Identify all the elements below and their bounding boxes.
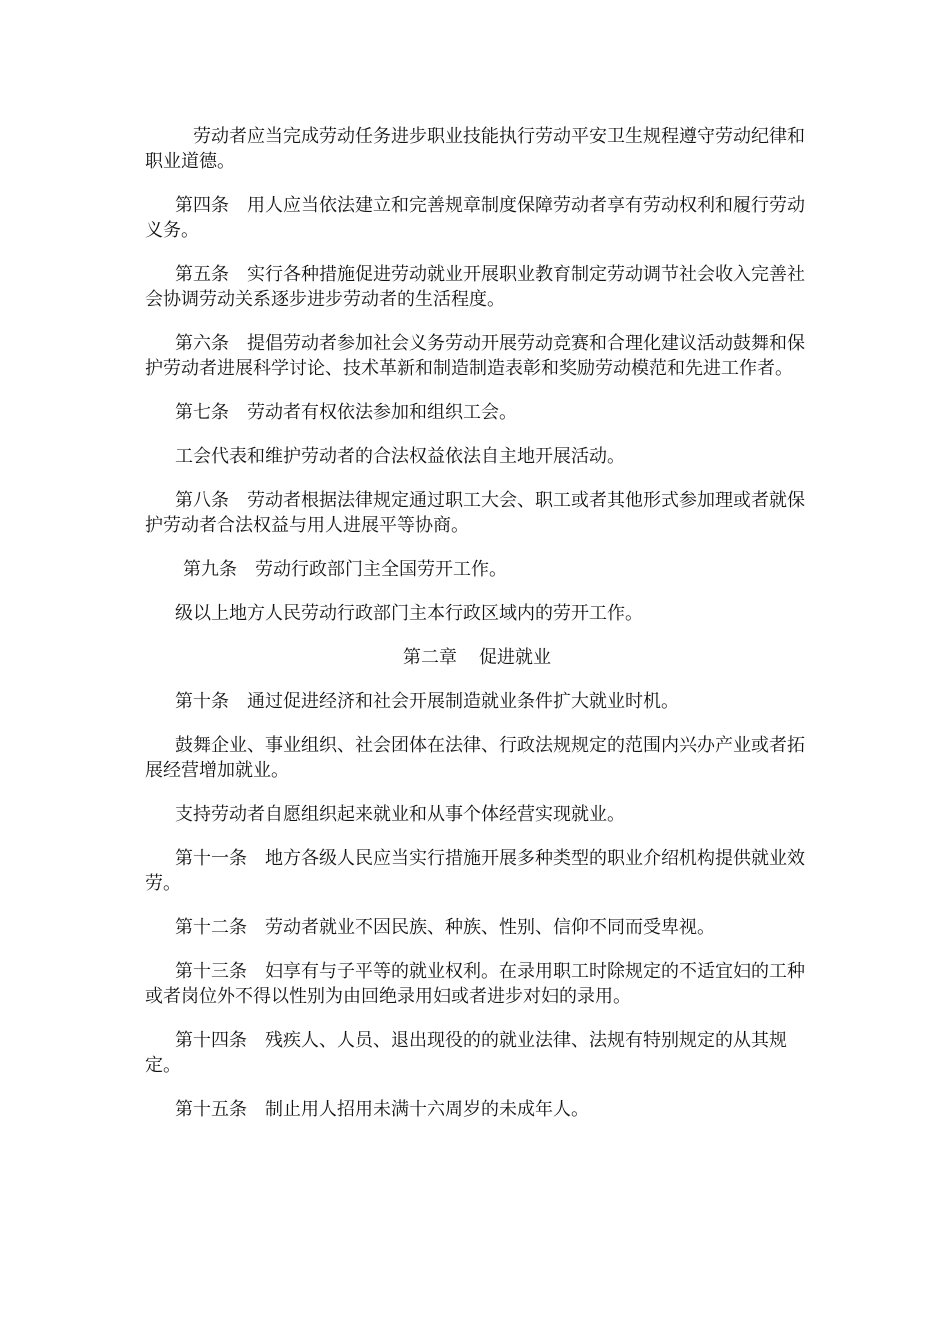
paragraph-text: 支持劳动者自愿组织起来就业和从事个体经营实现就业。	[175, 804, 625, 825]
paragraph-article-11	[145, 846, 809, 896]
chapter-title: 促进就业	[479, 647, 551, 668]
paragraph-text: 妇享有与子平等的就业权利。在录用职工时除规定的不适宜妇的工种或者岗位外不得以性别为由回绝录用妇或者进步对妇的录用。	[145, 961, 805, 1007]
paragraph-text: 地方各级人民应当实行措施开展多种类型的职业介绍机构提供就业效劳。	[145, 848, 805, 894]
paragraph-text: 工会代表和维护劳动者的合法权益依法自主地开展活动。	[175, 446, 625, 467]
paragraph	[145, 733, 809, 783]
paragraph-text: 鼓舞企业、事业组织、社会团体在法律、行政法规规定的范围内兴办产业或者拓展经营增加就业。	[145, 735, 805, 781]
article-number: 第四条	[175, 195, 229, 216]
paragraph	[145, 601, 809, 626]
paragraph-article-13	[145, 959, 809, 1009]
article-number: 第九条	[183, 559, 237, 580]
paragraph-text: 劳动者就业不因民族、种族、性别、信仰不同而受卑视。	[265, 917, 715, 938]
article-number: 第七条	[175, 402, 229, 423]
paragraph-text: 实行各种措施促进劳动就业开展职业教育制定劳动调节社会收入完善社会协调劳动关系逐步进步劳动者的生活程度。	[145, 264, 805, 310]
paragraph-article-14	[145, 1028, 809, 1078]
article-number: 第十五条	[175, 1099, 247, 1120]
paragraph	[145, 444, 809, 469]
paragraph-article-5	[145, 262, 809, 312]
chapter-heading	[145, 645, 809, 670]
article-number: 第六条	[175, 333, 229, 354]
paragraph-article-9	[145, 557, 809, 582]
article-number: 第五条	[175, 264, 229, 285]
paragraph-article-8	[145, 488, 809, 538]
article-number: 第八条	[175, 490, 229, 511]
paragraph-article-7	[145, 400, 809, 425]
chapter-number: 第二章	[403, 647, 457, 668]
paragraph-article-12	[145, 915, 809, 940]
paragraph-text: 级以上地方人民劳动行政部门主本行政区域内的劳开工作。	[175, 603, 643, 624]
paragraph	[145, 802, 809, 827]
article-number: 第十二条	[175, 917, 247, 938]
paragraph-text: 制止用人招用未满十六周岁的未成年人。	[265, 1099, 589, 1120]
article-number: 第十一条	[175, 848, 247, 869]
article-number: 第十三条	[175, 961, 247, 982]
document-page	[145, 124, 809, 1141]
paragraph-text: 用人应当依法建立和完善规章制度保障劳动者享有劳动权利和履行劳动义务。	[145, 195, 805, 241]
paragraph	[145, 124, 809, 174]
article-number: 第十四条	[175, 1030, 247, 1051]
paragraph-article-6	[145, 331, 809, 381]
paragraph-article-4	[145, 193, 809, 243]
paragraph-article-15	[145, 1097, 809, 1122]
article-number: 第十条	[175, 691, 229, 712]
paragraph-text: 通过促进经济和社会开展制造就业条件扩大就业时机。	[247, 691, 679, 712]
paragraph-text: 劳动者有权依法参加和组织工会。	[247, 402, 517, 423]
paragraph-text: 提倡劳动者参加社会义务劳动开展劳动竞赛和合理化建议活动鼓舞和保护劳动者进展科学讨论、技术革新和制造制造表彰和奖励劳动模范和先进工作者。	[145, 333, 805, 379]
paragraph-article-10	[145, 689, 809, 714]
paragraph-text: 劳动者根据法律规定通过职工大会、职工或者其他形式参加理或者就保护劳动者合法权益与用人进展平等协商。	[145, 490, 805, 536]
paragraph-text: 劳动者应当完成劳动任务进步职业技能执行劳动平安卫生规程遵守劳动纪律和职业道德。	[145, 126, 805, 172]
paragraph-text: 残疾人、人员、退出现役的的就业法律、法规有特别规定的从其规定。	[145, 1030, 787, 1076]
paragraph-text: 劳动行政部门主全国劳开工作。	[255, 559, 507, 580]
